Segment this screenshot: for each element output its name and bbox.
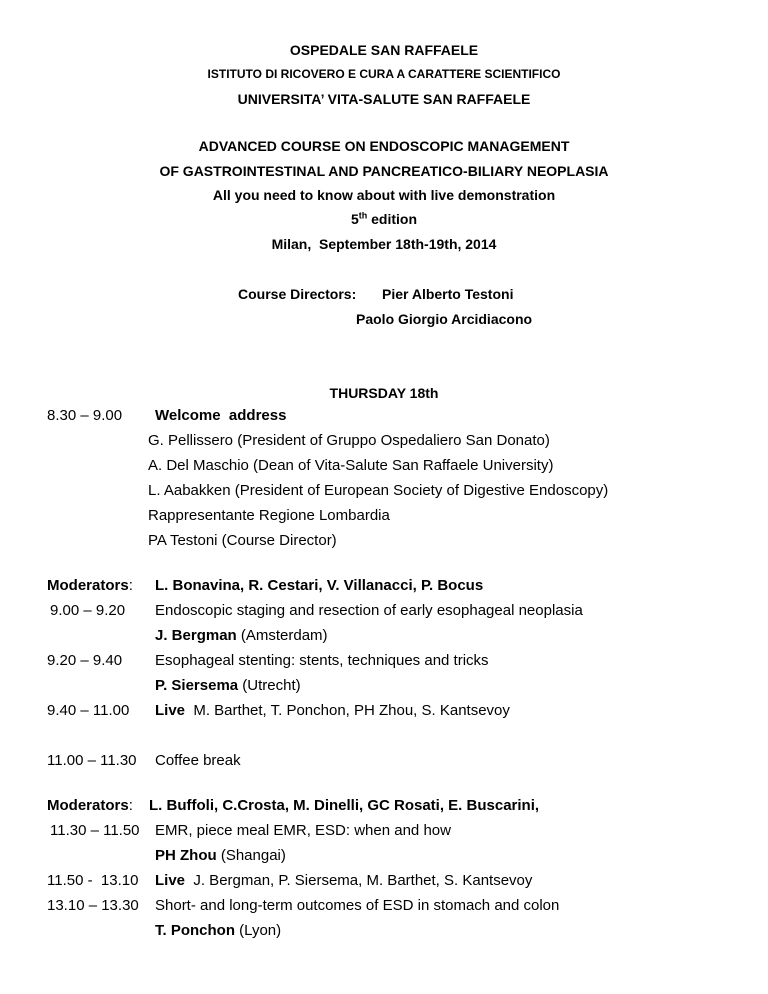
directors-label: Course Directors: bbox=[238, 286, 357, 302]
session2-moderators: L. Buffoli, C.Crosta, M. Dinelli, GC Rosati, E. Buscarini, bbox=[149, 797, 540, 814]
talk-title: Short- and long-term outcomes of ESD in stomach and colon bbox=[155, 897, 560, 914]
course-subtitle: All you need to know about with live demonstration bbox=[212, 187, 556, 203]
talk-title: Esophageal stenting: stents, techniques and tricks bbox=[155, 652, 489, 669]
talk-time: 9.00 – 9.20 bbox=[50, 602, 126, 619]
course-title-line-2: OF GASTROINTESTINAL AND PANCREATICO-BILIARY NEOPLASIA bbox=[159, 163, 609, 179]
talk-title: EMR, piece meal EMR, ESD: when and how bbox=[155, 822, 451, 839]
live-session: Live J. Bergman, P. Siersema, M. Barthet, S. Kantsevoy bbox=[155, 872, 533, 889]
edition-number: 5 bbox=[350, 211, 359, 227]
live-time: 11.50 - 13.10 bbox=[47, 872, 139, 889]
coffee-break: Coffee break bbox=[155, 752, 241, 769]
welcome-time: 8.30 – 9.00 bbox=[47, 407, 123, 424]
welcome-speaker: G. Pellissero (President of Gruppo Ospedaliero San Donato) bbox=[148, 432, 550, 449]
director-2: Paolo Giorgio Arcidiacono bbox=[356, 311, 533, 327]
edition bbox=[0, 211, 768, 227]
hospital-name: OSPEDALE SAN RAFFAELE bbox=[289, 42, 479, 58]
talk-title: Endoscopic staging and resection of early esophageal neoplasia bbox=[155, 602, 583, 619]
talk-time: 9.20 – 9.40 bbox=[47, 652, 123, 669]
talk-time: 13.10 – 13.30 bbox=[47, 897, 139, 914]
session1-moderators-label: Moderators: bbox=[47, 577, 133, 594]
welcome-speaker: A. Del Maschio (Dean of Vita-Salute San Raffaele University) bbox=[148, 457, 554, 474]
session1-moderators: L. Bonavina, R. Cestari, V. Villanacci, P. Bocus bbox=[155, 577, 484, 594]
talk-time: 11.30 – 11.50 bbox=[50, 822, 140, 839]
live-time: 9.40 – 11.00 bbox=[47, 702, 130, 719]
talk-speaker: P. Siersema (Utrecht) bbox=[155, 677, 301, 694]
edition-word: edition bbox=[367, 211, 418, 227]
talk-speaker: J. Bergman (Amsterdam) bbox=[155, 627, 328, 644]
welcome-title: Welcome address bbox=[155, 407, 287, 424]
welcome-speaker: Rappresentante Regione Lombardia bbox=[148, 507, 390, 524]
talk-speaker: PH Zhou (Shangai) bbox=[155, 847, 286, 864]
live-session: Live M. Barthet, T. Ponchon, PH Zhou, S. Kantsevoy bbox=[155, 702, 510, 719]
date-place: Milan, September 18th-19th, 2014 bbox=[271, 236, 497, 252]
institute-name: ISTITUTO DI RICOVERO E CURA A CARATTERE SCIENTIFICO bbox=[207, 67, 561, 81]
course-title-line-1: ADVANCED COURSE ON ENDOSCOPIC MANAGEMENT bbox=[198, 138, 570, 154]
director-1: Pier Alberto Testoni bbox=[382, 286, 514, 302]
edition-superscript: th bbox=[358, 210, 368, 221]
session2-moderators-label: Moderators: bbox=[47, 797, 133, 814]
talk-speaker: T. Ponchon (Lyon) bbox=[155, 922, 282, 939]
coffee-time: 11.00 – 11.30 bbox=[47, 752, 137, 769]
university-name: UNIVERSITA’ VITA-SALUTE SAN RAFFAELE bbox=[237, 91, 531, 107]
welcome-speaker: PA Testoni (Course Director) bbox=[148, 532, 337, 549]
day-heading: THURSDAY 18th bbox=[329, 385, 439, 401]
welcome-speaker: L. Aabakken (President of European Society of Digestive Endoscopy) bbox=[148, 482, 609, 499]
